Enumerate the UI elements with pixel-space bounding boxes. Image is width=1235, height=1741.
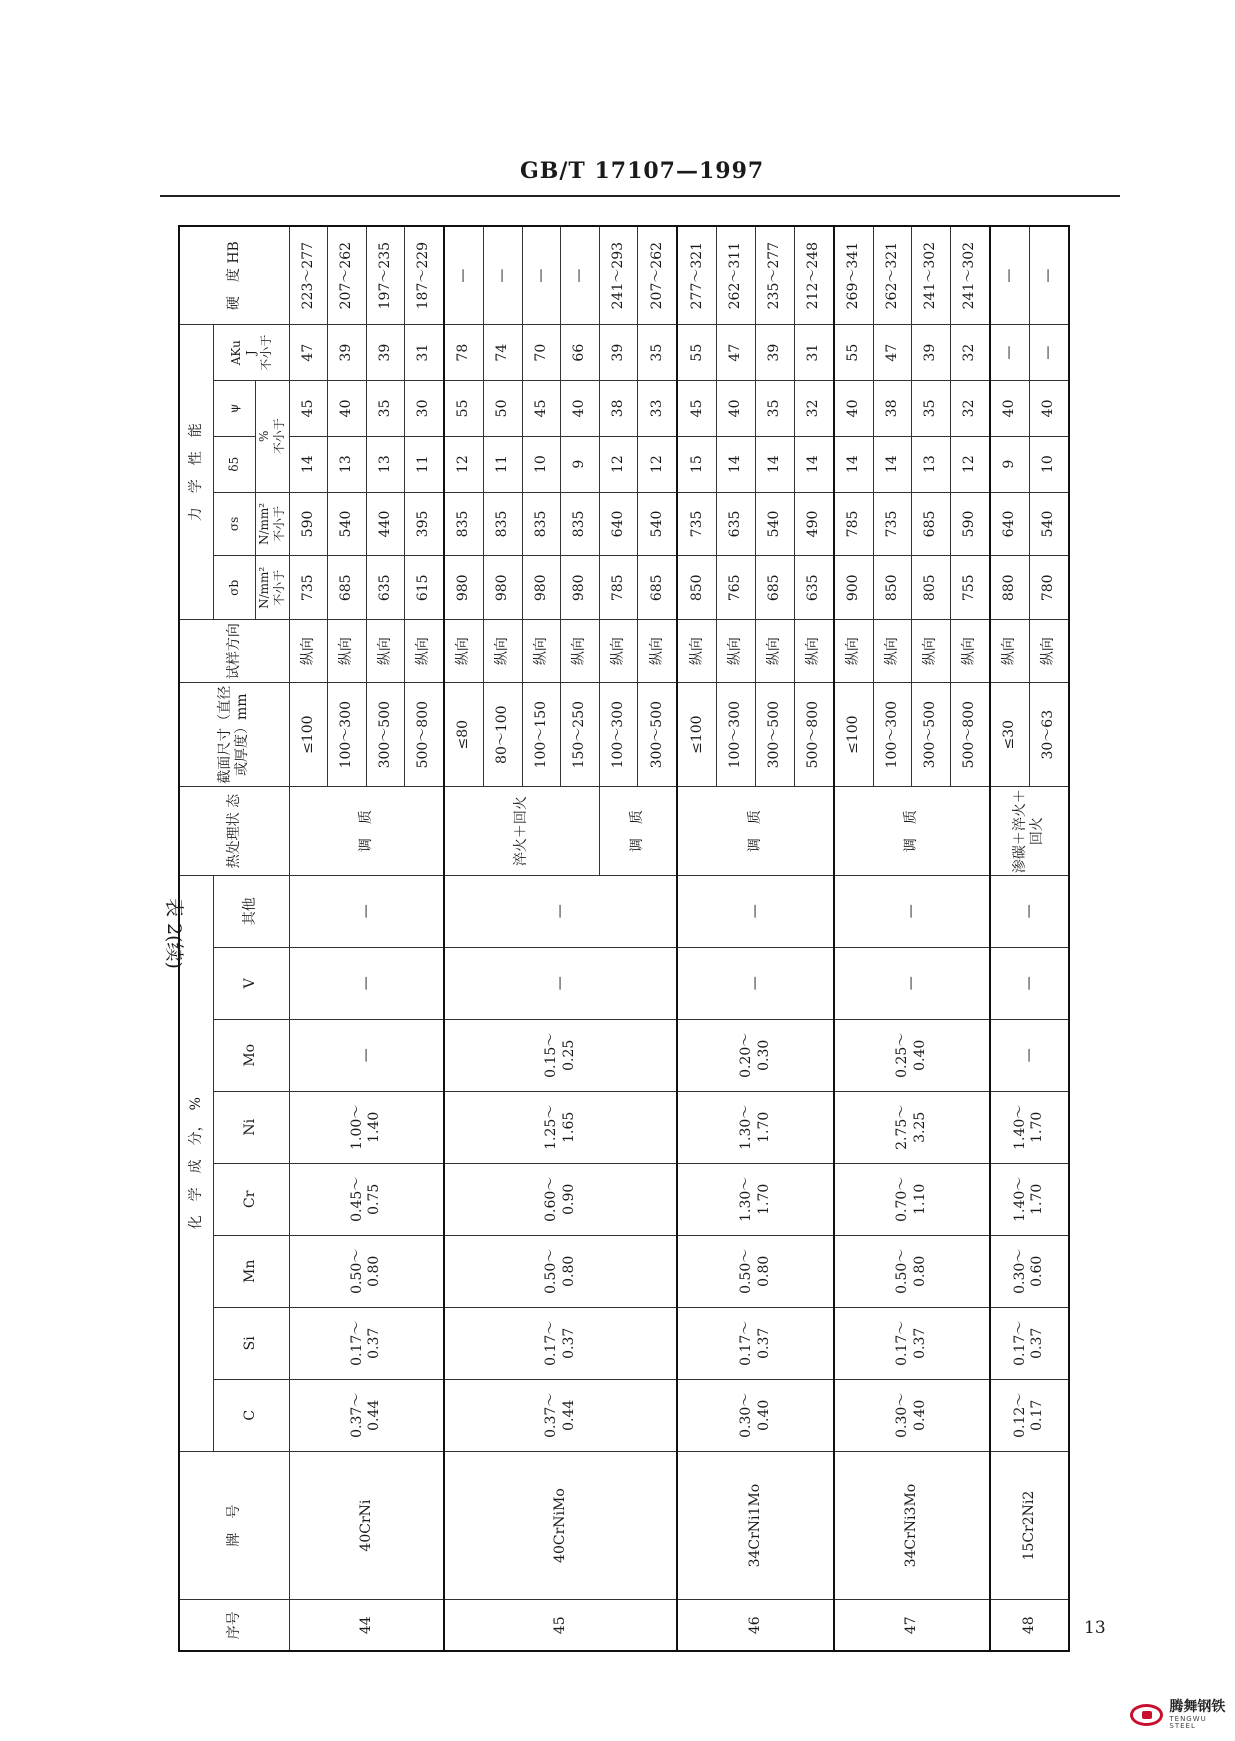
cell-dir: 纵向 [950,620,990,683]
cell-d5: 11 [484,436,523,492]
header-rule [160,195,1120,197]
cell-aku: 47 [289,325,328,381]
cell-chem-c: 0.30～0.40 [677,1379,833,1451]
cell-dir: 纵向 [1029,620,1069,683]
cell-aku: 35 [638,325,678,381]
cell-psi: 45 [522,381,561,437]
cell-chem-cr: 0.45～0.75 [289,1163,444,1235]
cell-chem-ni: 1.30～1.70 [677,1091,833,1163]
cell-chem-v: — [289,947,444,1019]
cell-psi: 35 [912,381,951,437]
cell-psi: 35 [756,381,795,437]
cell-dir: 纵向 [638,620,678,683]
cell-size: ≤80 [444,682,484,787]
cell-hb: 241～293 [599,226,638,325]
cell-seq: 45 [444,1600,677,1651]
cell-chem-si: 0.17～0.37 [444,1307,677,1379]
col-c: C [213,1379,289,1451]
cell-sb: 735 [289,556,328,620]
cell-ss: 540 [328,492,367,556]
cell-sb: 900 [834,556,874,620]
cell-hb: — [990,226,1030,325]
cell-sb: 980 [484,556,523,620]
cell-psi: 40 [834,381,874,437]
cell-hb: 207～262 [328,226,367,325]
cell-chem-v: — [677,947,833,1019]
cell-size: ≤100 [677,682,717,787]
cell-psi: 45 [677,381,717,437]
cell-chem-v: — [990,947,1069,1019]
cell-ss: 835 [561,492,600,556]
col-mech-header: 力 学 性 能 [179,325,213,620]
cell-chem-cr: 1.40～1.70 [990,1163,1069,1235]
cell-chem-cr: 0.70～1.10 [834,1163,990,1235]
cell-dir: 纵向 [677,620,717,683]
cell-ss: 590 [950,492,990,556]
cell-chem-mo: 0.20～0.30 [677,1019,833,1091]
cell-heat: 调 质 [834,787,990,875]
table-row [444,226,484,1651]
cell-size: 300～500 [638,682,678,787]
col-psi [213,381,255,437]
cell-chem-other: — [990,875,1069,947]
cell-ss: 735 [677,492,717,556]
cell-ss: 735 [873,492,912,556]
cell-grade: 40CrNi [289,1451,444,1600]
cell-chem-mn: 0.30～0.60 [990,1235,1069,1307]
ss-symbol: σs [226,516,241,532]
cell-dir: 纵向 [794,620,834,683]
table-body [289,226,1069,1651]
cell-sb: 635 [366,556,405,620]
cell-d5: 12 [638,436,678,492]
cell-dir: 纵向 [522,620,561,683]
cell-chem-c: 0.37～0.44 [289,1379,444,1451]
cell-chem-ni: 1.00～1.40 [289,1091,444,1163]
cell-hb: 277～321 [677,226,717,325]
cell-aku: 47 [873,325,912,381]
cell-size: 500～800 [950,682,990,787]
col-heat-header: 热处理状 态 [179,787,289,875]
cell-size: ≤100 [289,682,328,787]
cell-d5: 15 [677,436,717,492]
cell-psi: 55 [444,381,484,437]
cell-sb: 685 [328,556,367,620]
cell-sb: 785 [599,556,638,620]
cell-chem-mn: 0.50～0.80 [834,1235,990,1307]
cell-d5: 9 [561,436,600,492]
cell-chem-c: 0.30～0.40 [834,1379,990,1451]
cell-ss: 640 [990,492,1030,556]
col-other: 其他 [213,875,289,947]
cell-psi: 50 [484,381,523,437]
cell-ss: 540 [638,492,678,556]
cell-hb: — [484,226,523,325]
page-number: 13 [1084,1618,1106,1638]
cell-size: 150～250 [561,682,600,787]
table-caption: 表 2(续) [162,898,185,969]
cell-dir: 纵向 [990,620,1030,683]
cell-psi: 32 [950,381,990,437]
cell-chem-si: 0.17～0.37 [990,1307,1069,1379]
cell-aku: 31 [794,325,834,381]
cell-aku: 39 [756,325,795,381]
logo-cn: 腾舞钢铁 [1169,1699,1226,1715]
cell-size: 100～300 [328,682,367,787]
standard-header: GB/T 17107—1997 [520,158,765,184]
cell-chem-ni: 1.25～1.65 [444,1091,677,1163]
cell-aku: 55 [834,325,874,381]
cell-seq: 44 [289,1600,444,1651]
cell-ss: 685 [912,492,951,556]
pct-unit-text: % [257,430,271,442]
cell-d5: 14 [834,436,874,492]
d5-symbol: δ5 [226,456,241,472]
cell-chem-mo: — [990,1019,1069,1091]
cell-heat: 调 质 [289,787,444,875]
cell-size: 100～150 [522,682,561,787]
cell-ss: 440 [366,492,405,556]
col-seq-header: 序号 [179,1600,289,1651]
cell-aku: 32 [950,325,990,381]
cell-heat: 淬火＋回火 [444,787,599,875]
cell-ss: 835 [444,492,484,556]
cell-aku: 78 [444,325,484,381]
cell-hb: 207～262 [638,226,678,325]
cell-heat: 调 质 [599,787,677,875]
cell-heat: 调 质 [677,787,833,875]
cell-d5: 14 [873,436,912,492]
cell-chem-other: — [444,875,677,947]
col-ss [213,492,255,556]
col-aku [213,325,289,381]
cell-chem-mn: 0.50～0.80 [289,1235,444,1307]
cell-hb: 223～277 [289,226,328,325]
cell-grade: 34CrNi3Mo [834,1451,990,1600]
table-row [677,226,717,1651]
cell-d5: 14 [289,436,328,492]
cell-chem-ni: 2.75～3.25 [834,1091,990,1163]
cell-seq: 46 [677,1600,833,1651]
cell-sb: 635 [794,556,834,620]
aku-unit: J [243,350,258,356]
cell-chem-mo: 0.15～0.25 [444,1019,677,1091]
cell-dir: 纵向 [873,620,912,683]
pct-not-less: 不小于 [272,418,286,455]
cell-size: 500～800 [405,682,445,787]
sb-unit-text: N/mm² [257,566,271,609]
cell-hb: 212～248 [794,226,834,325]
cell-psi: 45 [289,381,328,437]
col-v: V [213,947,289,1019]
cell-d5: 12 [950,436,990,492]
cell-aku: 66 [561,325,600,381]
cell-chem-si: 0.17～0.37 [289,1307,444,1379]
cell-chem-v: — [834,947,990,1019]
cell-aku: 39 [599,325,638,381]
cell-d5: 12 [444,436,484,492]
cell-hb: 269～341 [834,226,874,325]
ss-unit-text: N/mm² [257,502,271,546]
cell-hb: 235～277 [756,226,795,325]
cell-d5: 14 [717,436,756,492]
cell-psi: 40 [328,381,367,437]
cell-grade: 34CrNi1Mo [677,1451,833,1600]
cell-aku: 70 [522,325,561,381]
cell-sb: 685 [756,556,795,620]
cell-dir: 纵向 [328,620,367,683]
cell-sb: 755 [950,556,990,620]
cell-size: ≤30 [990,682,1030,787]
cell-hb: 187～229 [405,226,445,325]
psi-symbol: ψ [226,403,241,414]
cell-dir: 纵向 [756,620,795,683]
cell-d5: 14 [794,436,834,492]
cell-psi: 33 [638,381,678,437]
aku-symbol: AKu [228,340,243,366]
cell-dir: 纵向 [834,620,874,683]
cell-aku: 47 [717,325,756,381]
col-hb-header: 硬 度 HB [179,226,289,325]
cell-ss: 835 [484,492,523,556]
ss-unit [255,492,289,556]
logo-mark-icon [1130,1704,1163,1726]
cell-psi: 32 [794,381,834,437]
table-row [990,226,1030,1651]
cell-d5: 14 [756,436,795,492]
logo-en: TENGWU STEEL [1169,1715,1207,1730]
cell-dir: 纵向 [484,620,523,683]
cell-dir: 纵向 [405,620,445,683]
cell-chem-mn: 0.50～0.80 [444,1235,677,1307]
cell-aku: 55 [677,325,717,381]
cell-grade: 40CrNiMo [444,1451,677,1600]
cell-chem-c: 0.12～0.17 [990,1379,1069,1451]
cell-d5: 13 [328,436,367,492]
cell-seq: 48 [990,1600,1069,1651]
cell-hb: 197～235 [366,226,405,325]
cell-chem-ni: 1.40～1.70 [990,1091,1069,1163]
cell-dir: 纵向 [366,620,405,683]
cell-aku: — [990,325,1030,381]
cell-sb: 805 [912,556,951,620]
sb-not-less: 不小于 [272,569,286,606]
cell-sb: 850 [873,556,912,620]
cell-dir: 纵向 [561,620,600,683]
cell-ss: 540 [756,492,795,556]
cell-size: 100～300 [717,682,756,787]
cell-psi: 38 [599,381,638,437]
cell-dir: 纵向 [444,620,484,683]
cell-ss: 640 [599,492,638,556]
cell-size: 100～300 [599,682,638,787]
cell-dir: 纵向 [717,620,756,683]
cell-sb: 980 [522,556,561,620]
cell-chem-c: 0.37～0.44 [444,1379,677,1451]
cell-sb: 880 [990,556,1030,620]
cell-heat: 渗碳＋淬火＋回火 [990,787,1069,875]
table-row [289,226,328,1651]
col-size-header: 截面尺寸（直径或厚度）mm [179,682,289,787]
cell-ss: 590 [289,492,328,556]
cell-psi: 40 [1029,381,1069,437]
col-mo: Mo [213,1019,289,1091]
cell-d5: 12 [599,436,638,492]
cell-size: 100～300 [873,682,912,787]
cell-hb: — [561,226,600,325]
table-rotated-wrapper [178,225,1070,1652]
cell-d5: 9 [990,436,1030,492]
cell-psi: 40 [990,381,1030,437]
cell-sb: 685 [638,556,678,620]
watermark-logo [1130,1700,1235,1730]
cell-ss: 395 [405,492,445,556]
cell-d5: 11 [405,436,445,492]
col-si: Si [213,1307,289,1379]
cell-d5: 13 [366,436,405,492]
cell-size: 300～500 [756,682,795,787]
cell-ss: 490 [794,492,834,556]
table-row [834,226,874,1651]
cell-hb: 241～302 [912,226,951,325]
cell-size: ≤100 [834,682,874,787]
cell-psi: 40 [717,381,756,437]
cell-ss: 785 [834,492,874,556]
cell-aku: 39 [366,325,405,381]
sb-symbol: σb [226,579,241,596]
cell-chem-other: — [834,875,990,947]
cell-chem-other: — [289,875,444,947]
cell-chem-si: 0.17～0.37 [834,1307,990,1379]
cell-hb: 262～311 [717,226,756,325]
cell-grade: 15Cr2Ni2 [990,1451,1069,1600]
cell-aku: 74 [484,325,523,381]
cell-size: 30～63 [1029,682,1069,787]
cell-ss: 635 [717,492,756,556]
cell-ss: 835 [522,492,561,556]
aku-not-less: 不小于 [258,334,273,371]
steel-properties-table [178,225,1070,1652]
cell-hb: — [1029,226,1069,325]
col-dir-header: 试样方向 [179,620,289,683]
cell-dir: 纵向 [912,620,951,683]
col-cr: Cr [213,1163,289,1235]
cell-dir: 纵向 [289,620,328,683]
cell-sb: 780 [1029,556,1069,620]
cell-psi: 38 [873,381,912,437]
cell-size: 500～800 [794,682,834,787]
cell-chem-mn: 0.50～0.80 [677,1235,833,1307]
cell-hb: 241～302 [950,226,990,325]
cell-sb: 980 [444,556,484,620]
cell-ss: 540 [1029,492,1069,556]
cell-hb: — [444,226,484,325]
cell-chem-cr: 0.60～0.90 [444,1163,677,1235]
cell-chem-v: — [444,947,677,1019]
sb-unit [255,556,289,620]
cell-dir: 纵向 [599,620,638,683]
cell-size: 80～100 [484,682,523,787]
ss-not-less: 不小于 [272,505,286,542]
col-grade-header: 牌 号 [179,1451,289,1600]
cell-chem-other: — [677,875,833,947]
cell-chem-mo: 0.25～0.40 [834,1019,990,1091]
cell-psi: 40 [561,381,600,437]
col-chem-header: 化 学 成 分， % [179,875,213,1451]
cell-hb: 262～321 [873,226,912,325]
cell-size: 300～500 [366,682,405,787]
cell-chem-mo: — [289,1019,444,1091]
cell-psi: 35 [366,381,405,437]
cell-d5: 13 [912,436,951,492]
cell-aku: 31 [405,325,445,381]
cell-size: 300～500 [912,682,951,787]
cell-aku: — [1029,325,1069,381]
cell-seq: 47 [834,1600,990,1651]
pct-unit [255,381,289,492]
cell-sb: 615 [405,556,445,620]
cell-hb: — [522,226,561,325]
cell-aku: 39 [328,325,367,381]
cell-aku: 39 [912,325,951,381]
cell-psi: 30 [405,381,445,437]
cell-sb: 850 [677,556,717,620]
cell-chem-cr: 1.30～1.70 [677,1163,833,1235]
cell-sb: 980 [561,556,600,620]
cell-chem-si: 0.17～0.37 [677,1307,833,1379]
col-mn: Mn [213,1235,289,1307]
col-sb [213,556,255,620]
cell-sb: 765 [717,556,756,620]
cell-d5: 10 [522,436,561,492]
cell-d5: 10 [1029,436,1069,492]
col-d5 [213,436,255,492]
col-ni: Ni [213,1091,289,1163]
